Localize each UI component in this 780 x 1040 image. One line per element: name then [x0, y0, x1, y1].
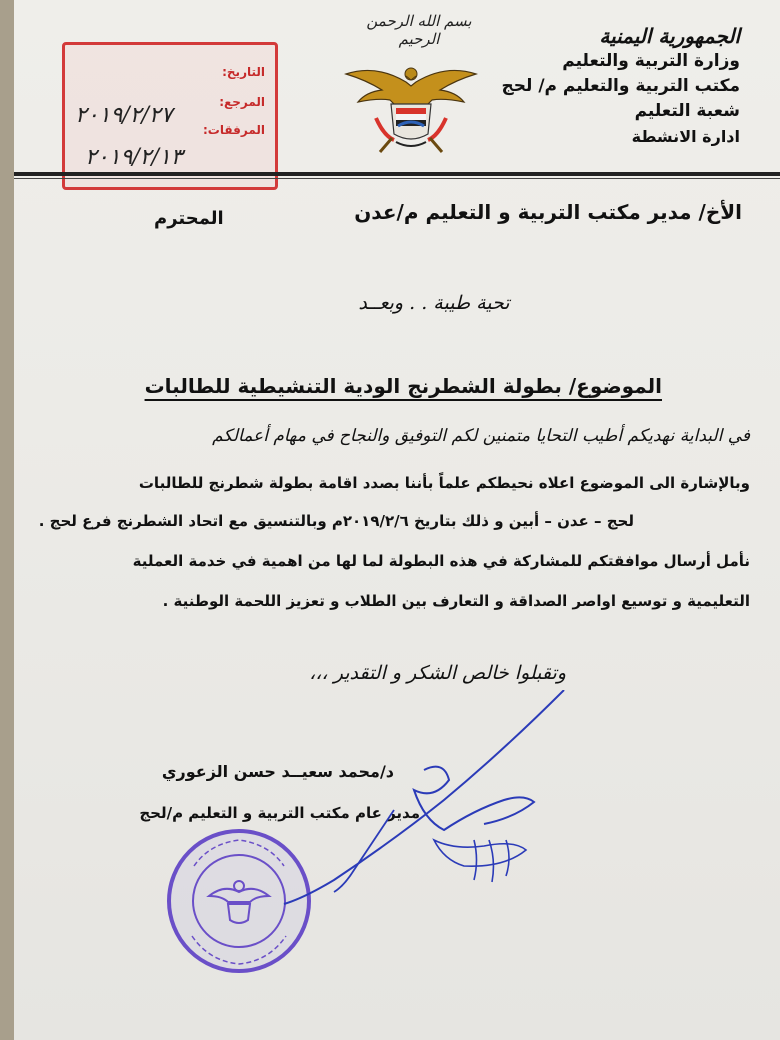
- letterhead-office: مكتب التربية والتعليم م/ لحج: [501, 76, 740, 96]
- respected-title: المحترم: [154, 208, 224, 229]
- signatory-name: د/محمد سعيــد حسن الزعوري: [161, 762, 394, 781]
- header-divider-thin: [14, 178, 780, 179]
- header-divider: [14, 172, 780, 176]
- handwritten-signature: [274, 690, 594, 920]
- reference-stamp: [62, 42, 278, 190]
- stamp-date-label: التاريخ:: [222, 65, 265, 79]
- stamp-attachments-label: المرفقات:: [203, 123, 265, 137]
- body-paragraph-line: وبالإشارة الى الموضوع اعلاه نحيطكم علماً بأننا بصدد اقامة بطولة شطرنج للطالبات: [138, 474, 750, 492]
- signatory-title: مدير عام مكتب التربية و التعليم م/لحج: [139, 804, 420, 822]
- body-paragraph-line: في البداية نهديكم أطيب التحايا متمنين لكم التوفيق والنجاح في مهام أعمالكم: [212, 426, 750, 446]
- bismillah-text: بسم الله الرحمن الرحيم: [366, 12, 472, 48]
- eagle-emblem-icon: [336, 56, 486, 156]
- stamp-handwritten-date: ٢٠١٩/٢/١٣: [85, 145, 183, 170]
- addressee: الأخ/ مدير مكتب التربية و التعليم م/عدن: [354, 200, 742, 224]
- letterhead-ministry: وزارة التربية والتعليم: [562, 51, 740, 71]
- stamp-handwritten-ref: ٢٠١٩/٢/٢٧: [75, 103, 173, 128]
- letterhead-department: ادارة الانشطة: [631, 127, 740, 146]
- body-paragraph-line: التعليمية و توسيع اواصر الصداقة و التعارف بين الطلاب و تعزيز اللحمة الوطنية .: [162, 592, 750, 610]
- body-paragraph-line: نأمل أرسال موافقتكم للمشاركة في هذه البطولة لما لها من اهمية في خدمة العملية: [132, 552, 750, 570]
- letterhead: [480, 24, 740, 149]
- body-paragraph-line: لحج – عدن – أبين و ذلك بتاريخ ٢٠١٩/٢/٦م وبالتنسيق مع اتحاد الشطرنج فرع لحج .: [38, 512, 634, 530]
- greeting: تحية طيبة . . وبعــد: [358, 292, 510, 314]
- letterhead-division: شعبة التعليم: [634, 101, 740, 121]
- letter-page: [14, 0, 780, 1040]
- subject-line: الموضوع/ بطولة الشطرنج الودية التنشيطية للطالبات: [144, 374, 662, 398]
- closing-line: وتقبلوا خالص الشكر و التقدير ،،،: [309, 662, 566, 684]
- stamp-ref-label: المرجع:: [219, 95, 265, 109]
- letterhead-country: الجمهورية اليمنية: [599, 24, 740, 48]
